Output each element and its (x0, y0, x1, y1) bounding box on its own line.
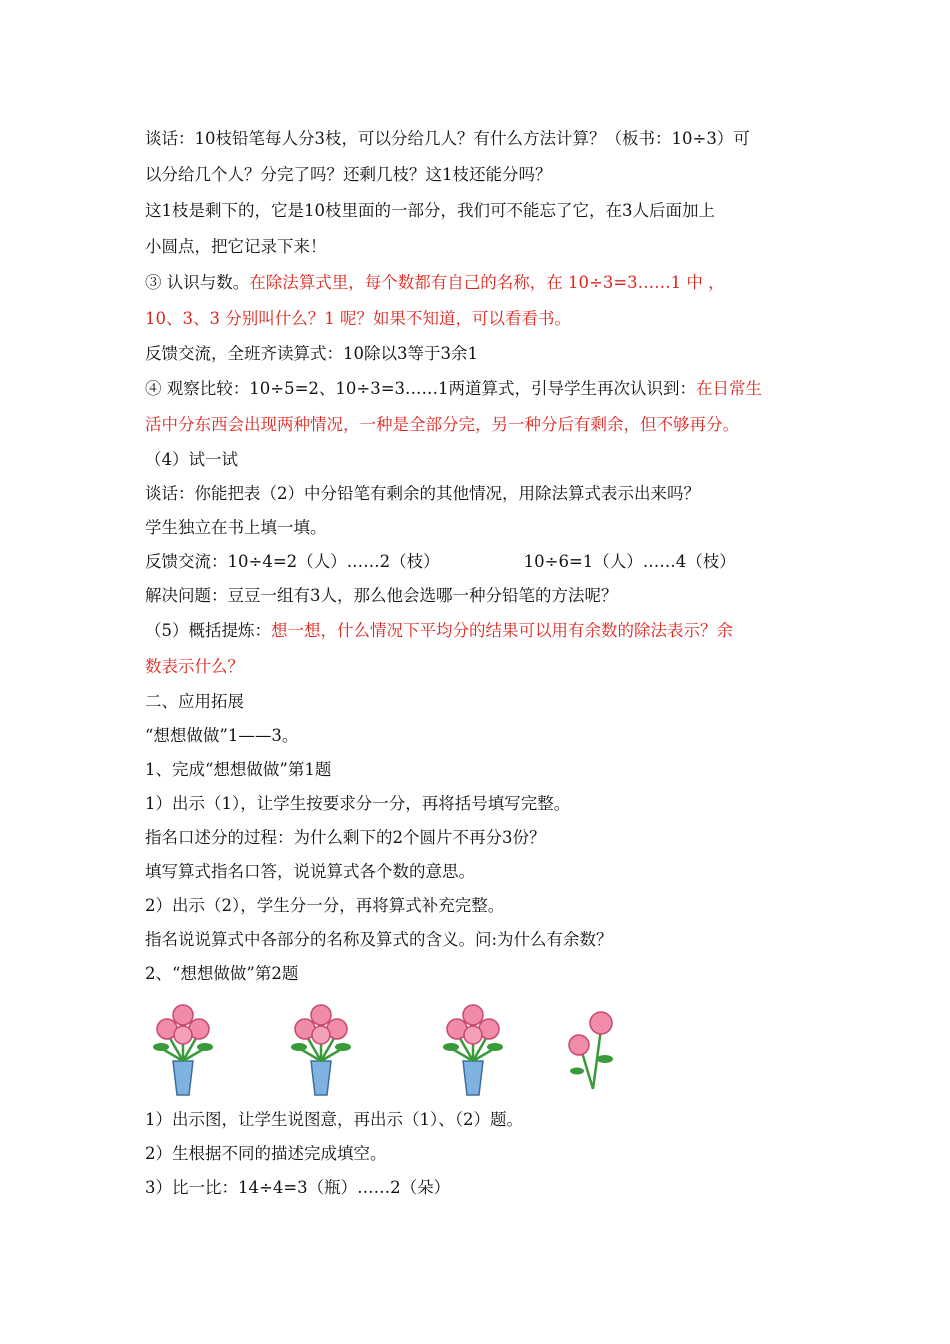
step-3-label: ③ 认识与数。 (145, 273, 250, 292)
step-5-label: （5）概括提炼： (145, 621, 271, 640)
step-5-highlight: 想一想，什么情况下平均分的结果可以用有余数的除法表示？余 (271, 621, 733, 640)
feedback-a: 反馈交流：10÷4=2（人）……2（枝） (145, 552, 440, 571)
text-line: 这1枝是剩下的，它是10枝里面的一部分，我们可不能忘了它，在3人后面加上 (145, 201, 715, 220)
step-4-highlight: 在日常生 (696, 379, 763, 398)
flower-vase-icon (285, 999, 357, 1099)
text-line: 指名说说算式中各部分的名称及算式的含义。问:为什么有余数？ (145, 930, 613, 949)
step-3-line (145, 265, 825, 301)
text-line: 1）出示（1），让学生按要求分一分，再将括号填写完整。 (145, 794, 571, 813)
feedback-b: 10÷6=1（人）……4（枝） (523, 552, 736, 571)
text-line: 谈话：10枝铅笔每人分3枝，可以分给几人？有什么方法计算？（板书：10÷3）可 (145, 129, 750, 148)
text-line: 谈话：你能把表（2）中分铅笔有剩余的其他情况，用除法算式表示出来吗？ (145, 484, 700, 503)
text-line: 反馈交流，全班齐读算式：10除以3等于3余1 (145, 344, 478, 363)
text-line: 解决问题：豆豆一组有3人，那么他会选哪一种分铅笔的方法呢？ (145, 586, 618, 605)
step-4-line (145, 371, 825, 407)
text-line: 小圆点，把它记录下来！ (145, 237, 327, 256)
text-line: 2）生根据不同的描述完成填空。 (145, 1144, 387, 1163)
step-3-highlight-cont: 10、3、3 分别叫什么？1 呢？如果不知道，可以看看书。 (145, 309, 571, 328)
flower-vase-icon (147, 999, 219, 1099)
step-5-line (145, 613, 825, 649)
text-line: 以分给几个人？分完了吗？还剩几枝？这1枝还能分吗？ (145, 165, 552, 184)
flower-illustration (145, 991, 825, 1103)
text-line: 学生独立在书上填一填。 (145, 518, 327, 537)
text-line: 3）比一比：14÷4=3（瓶）……2（朵） (145, 1178, 451, 1197)
text-line: 2）出示（2），学生分一分，再将算式补充完整。 (145, 896, 505, 915)
step-5-highlight-cont: 数表示什么？ (145, 657, 244, 676)
text-line: “想想做做”1——3。 (145, 726, 299, 745)
section-heading: 二、应用拓展 (145, 692, 244, 711)
step-3-highlight: 在除法算式里，每个数都有自己的名称，在 10÷3=3……1 中 ， (249, 273, 725, 292)
text-line: 1）出示图，让学生说图意，再出示（1）、（2）题。 (145, 1110, 523, 1129)
text-line: （4）试一试 (145, 450, 238, 469)
text-line: 填写算式指名口答，说说算式各个数的意思。 (145, 862, 475, 881)
text-line: 1、完成“想想做做”第1题 (145, 760, 332, 779)
document-body (145, 121, 825, 1205)
flower-vase-icon (437, 999, 509, 1099)
text-line: 指名口述分的过程：为什么剩下的2个圆片不再分3份？ (145, 828, 546, 847)
loose-roses-icon (563, 999, 623, 1099)
step-4-label: ④ 观察比较：10÷5=2、10÷3=3……1两道算式，引导学生再次认识到： (145, 379, 697, 398)
feedback-line (145, 545, 825, 579)
text-line: 2、“想想做做”第2题 (145, 964, 299, 983)
step-4-highlight-cont: 活中分东西会出现两种情况，一种是全部分完，另一种分后有剩余，但不够再分。 (145, 415, 739, 434)
